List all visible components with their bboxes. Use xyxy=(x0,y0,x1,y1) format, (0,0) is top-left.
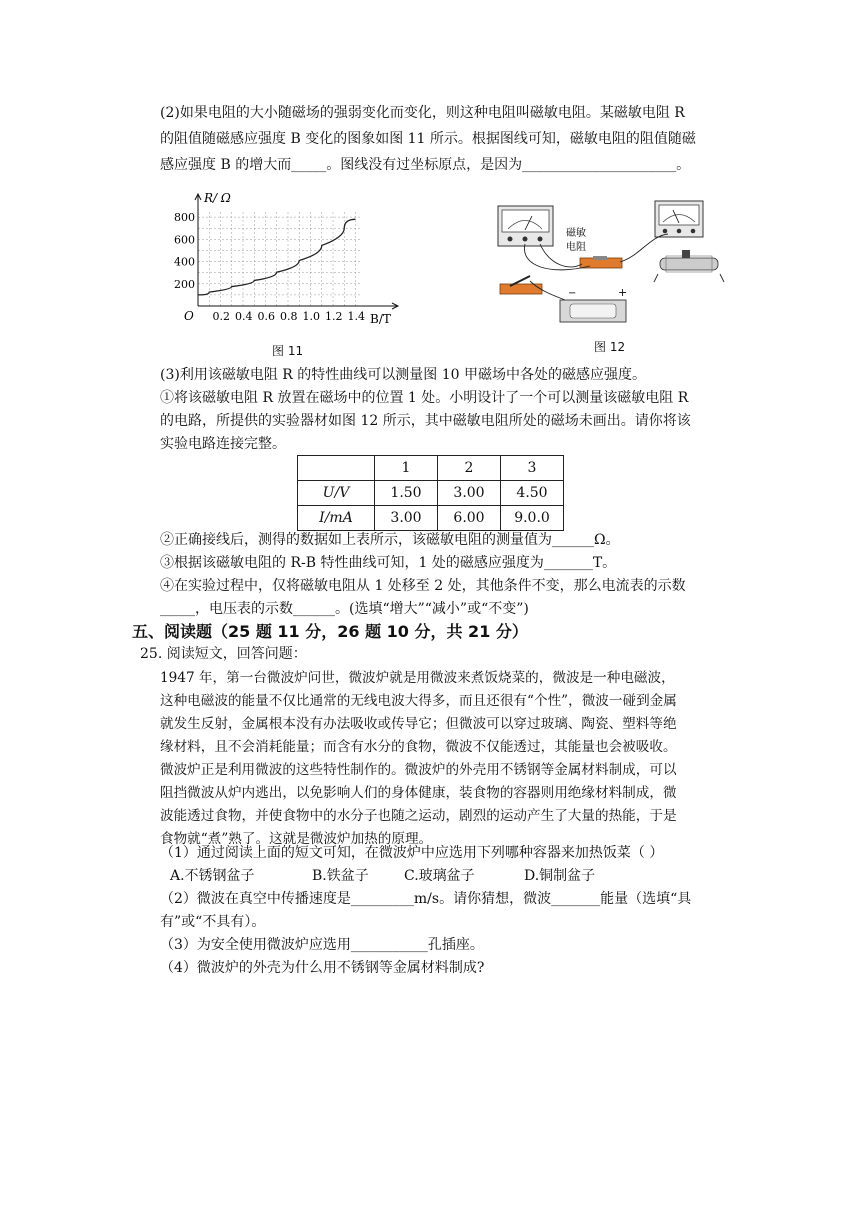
table-cell: 3.00 xyxy=(438,481,501,506)
x-tick-label: 0.4 xyxy=(235,310,253,323)
q3-step1-line1: ①将该磁敏电阻 R 放置在磁场中的位置 1 处。小明设计了一个可以测量该磁敏电阻 R xyxy=(160,390,689,406)
meter-left-icon xyxy=(498,206,553,246)
q3-step1-line2: 的电路，所提供的实验器材如图 12 所示，其中磁敏电阻所处的磁场未画出。请你将该 xyxy=(160,413,691,429)
q2-line-1: (2)如果电阻的大小随磁场的强弱变化而变化，则这种电阻叫磁敏电阻。某磁敏电阻 R xyxy=(160,105,685,121)
q3-step2: ②正确接线后，测得的数据如上表所示，该磁敏电阻的测量值为______Ω。 xyxy=(160,532,620,548)
table-cell: 1.50 xyxy=(375,481,438,506)
svg-text:+: + xyxy=(618,286,628,299)
chart-axes xyxy=(195,194,398,309)
table-cell: 6.00 xyxy=(438,506,501,531)
q3-step4-line1: ④在实验过程中，仅将磁敏电阻从 1 处移至 2 处，其他条件不变，那么电流表的示数 xyxy=(160,578,686,594)
y-tick-label: 600 xyxy=(174,233,195,247)
passage-line: 食物就“煮”熟了。这就是微波炉加热的原理。 xyxy=(160,831,433,847)
passage-line: 阻挡微波从炉内逃出，以免影响人们的身体健康，装食物的容器则用绝缘材料制成，微 xyxy=(160,785,677,801)
table-cell: I/mA xyxy=(298,506,375,531)
option-a: A.不锈钢盆子 xyxy=(170,868,255,884)
table-cell: 3 xyxy=(501,456,564,481)
figure-11-caption: 图 11 xyxy=(272,344,304,358)
figure-12-apparatus xyxy=(490,196,730,336)
q3-step3: ③根据该磁敏电阻的 R-B 特性曲线可知，1 处的磁感应强度为_______T。 xyxy=(160,555,617,571)
table-row xyxy=(298,481,564,506)
q2-line-3: 感应强度 B 的增大而_____。图线没有过坐标原点，是因为______________________。 xyxy=(160,157,691,173)
y-axis xyxy=(195,194,201,306)
q3-step1-line3: 实验电路连接完整。 xyxy=(160,436,286,452)
q25-sub2-line2: 有”或“不具有）。 xyxy=(160,914,266,930)
passage-line: 1947 年，第一台微波炉问世，微波炉就是用微波来煮饭烧菜的，微波是一种电磁波， xyxy=(160,670,675,686)
table-row xyxy=(298,506,564,531)
x-tick-label: 0.2 xyxy=(212,310,230,323)
q25-sub1: （1）通过阅读上面的短文可知，在微波炉中应选用下列哪种容器来加热饭菜（ ） xyxy=(160,845,664,861)
passage-line: 波能透过食物，并使食物中的水分子也随之运动，剧烈的运动产生了大量的热能，于是 xyxy=(160,808,677,824)
x-axis-label: B/T xyxy=(370,312,391,326)
y-axis-label: R/ Ω xyxy=(204,191,231,205)
passage-line: 这种电磁波的能量不仅比通常的无线电波大得多，而且还很有“个性”，微波一碰到金属 xyxy=(160,693,677,709)
magnetoresistor-icon xyxy=(580,256,622,268)
table-row xyxy=(298,456,564,481)
svg-text:−: − xyxy=(568,288,577,299)
q3-intro: (3)利用该磁敏电阻 R 的特性曲线可以测量图 10 甲磁场中各处的磁感应强度。 xyxy=(160,367,646,383)
x-tick-label: 1.0 xyxy=(302,310,320,323)
option-d: D.铜制盆子 xyxy=(524,868,596,884)
table-cell: 2 xyxy=(438,456,501,481)
option-c: C.玻璃盆子 xyxy=(404,868,475,884)
x-tick-label: 1.4 xyxy=(347,310,365,323)
resistor-label-2: 电阻 xyxy=(566,242,586,253)
rheostat-icon xyxy=(654,250,724,282)
figure-12-caption: 图 12 xyxy=(594,340,626,354)
passage-line: 缘材料，且不会消耗能量；而含有水分的食物，微波不仅能透过，其能量也会被吸收。 xyxy=(160,739,677,755)
section-5-title: 五、阅读题（25 题 11 分，26 题 10 分，共 21 分） xyxy=(132,622,528,641)
battery-icon xyxy=(560,286,627,322)
q25-head: 25. 阅读短文，回答问题： xyxy=(140,646,307,662)
table-cell: 1 xyxy=(375,456,438,481)
q2-line-2: 的阻值随磁感应强度 B 变化的图象如图 11 所示。根据图线可知，磁敏电阻的阻值随磁 xyxy=(160,131,696,147)
table-cell: 4.50 xyxy=(501,481,564,506)
origin-label: O xyxy=(184,309,194,323)
x-axis xyxy=(198,303,398,309)
table-cell: 3.00 xyxy=(375,506,438,531)
passage-line: 微波炉正是利用微波的这些特性制作的。微波炉的外壳用不锈钢等金属材料制成，可以 xyxy=(160,762,677,778)
q3-step4-line2: _____，电压表的示数______。(选填“增大”“减小”或“不变”) xyxy=(160,601,529,617)
meter-right-icon xyxy=(655,201,703,237)
q25-sub2-line1: （2）微波在真空中传播速度是_________m/s。请你猜想，微波_______能量（选填“具 xyxy=(160,891,692,907)
option-b: B.铁盆子 xyxy=(312,868,369,884)
y-tick-label: 400 xyxy=(174,255,195,269)
passage-line: 就发生反射，金属根本没有办法吸收或传导它；但微波可以穿过玻璃、陶瓷、塑料等绝 xyxy=(160,716,677,732)
table-cell: U/V xyxy=(298,481,375,506)
switch-icon xyxy=(500,276,542,294)
data-table xyxy=(297,455,564,531)
x-tick-label: 0.8 xyxy=(280,310,298,323)
figure-11-chart xyxy=(170,188,410,338)
q25-sub4: （4）微波炉的外壳为什么用不锈钢等金属材料制成? xyxy=(160,960,485,976)
x-tick-label: 1.2 xyxy=(325,310,343,323)
chart-grid xyxy=(198,212,361,306)
y-tick-label: 200 xyxy=(174,277,195,291)
y-tick-label: 800 xyxy=(174,211,195,225)
table-cell xyxy=(298,456,375,481)
q25-sub3: （3）为安全使用微波炉应选用___________孔插座。 xyxy=(160,937,484,953)
resistor-label-1: 磁敏 xyxy=(566,228,586,239)
x-tick-label: 0.6 xyxy=(257,310,275,323)
table-cell: 9.0.0 xyxy=(501,506,564,531)
